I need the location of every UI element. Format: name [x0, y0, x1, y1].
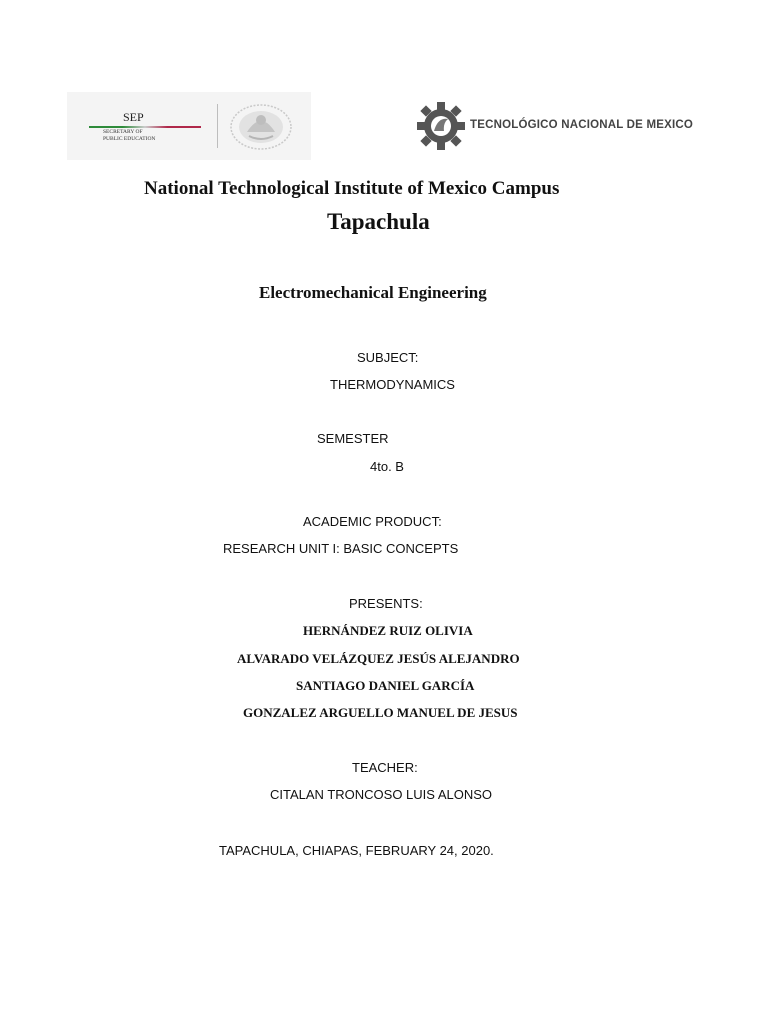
academic-product-value: RESEARCH UNIT I: BASIC CONCEPTS: [223, 541, 459, 556]
teacher-name: CITALAN TRONCOSO LUIS ALONSO: [270, 787, 493, 802]
career-title: Electromechanical Engineering: [259, 283, 487, 302]
presents-label: PRESENTS:: [349, 596, 423, 611]
teacher-label: TEACHER:: [352, 760, 418, 775]
sep-subtitle-line1: SECRETARY OF: [103, 129, 143, 135]
subject-value: THERMODYNAMICS: [330, 377, 455, 392]
place-date: TAPACHULA, CHIAPAS, FEBRUARY 24, 2020.: [219, 843, 494, 858]
sep-title: SEP: [123, 110, 144, 124]
mexico-seal-icon: [229, 102, 299, 152]
sep-tricolor-line: [89, 126, 201, 128]
student-name: GONZALEZ ARGUELLO MANUEL DE JESUS: [243, 705, 518, 720]
sep-logo: [67, 92, 311, 160]
academic-product-label: ACADEMIC PRODUCT:: [303, 514, 442, 529]
student-name: ALVARADO VELÁZQUEZ JESÚS ALEJANDRO: [237, 651, 520, 666]
subject-label: SUBJECT:: [357, 350, 419, 365]
student-name: SANTIAGO DANIEL GARCÍA: [296, 678, 475, 693]
institute-line1: National Technological Institute of Mexico Campus: [144, 178, 560, 199]
student-name: HERNÁNDEZ RUIZ OLIVIA: [303, 623, 473, 638]
tecnm-name: TECNOLÓGICO NACIONAL DE MEXICO: [470, 119, 694, 131]
sep-subtitle-line2: PUBLIC EDUCATION: [103, 136, 156, 142]
logo-divider: [217, 104, 218, 148]
semester-label: SEMESTER: [317, 431, 389, 446]
institute-line2: Tapachula: [327, 209, 430, 234]
semester-value: 4to. B: [370, 459, 404, 474]
sep-subtitle: [103, 129, 183, 143]
tecnm-gear-logo-icon: [416, 101, 466, 151]
